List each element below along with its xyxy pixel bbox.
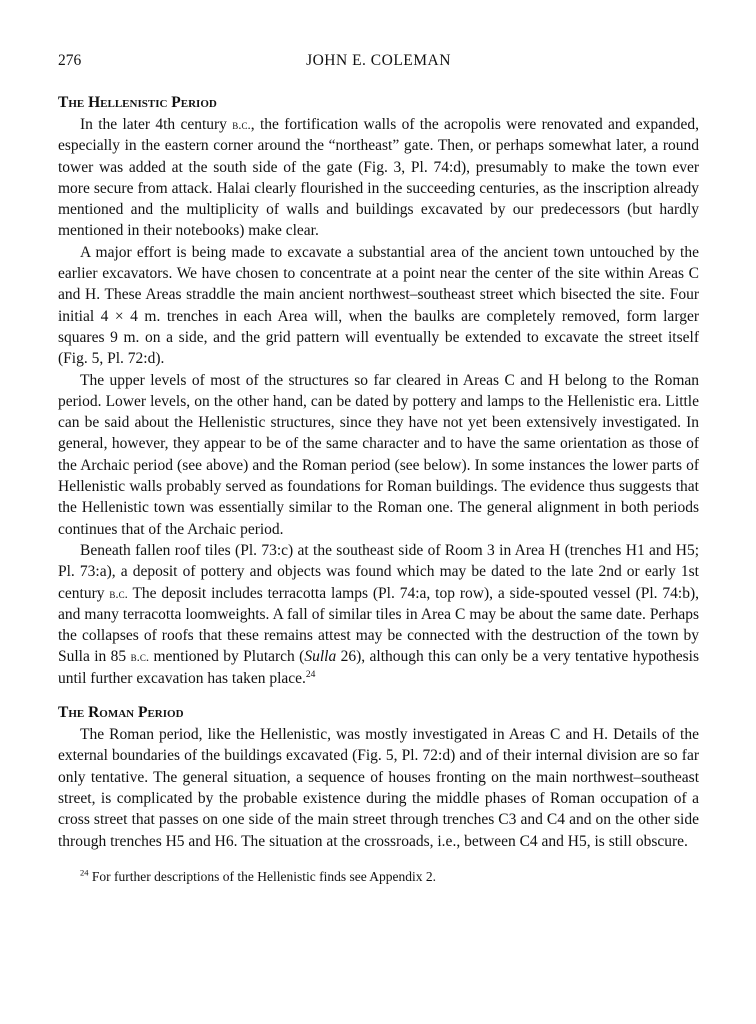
paragraph: In the later 4th century b.c., the fortification walls of the acropolis were renovated and expanded, especially in the eastern corner around the “northeast” gate. Then, or perhaps somewhat later, a round tower was added at the south side of the gate (Fig. 3, Pl. 74:d), presumably to make the town ever more secure from attack. Halai clearly flourished in the succeeding centuries, as the inscription already mentioned and the multiplicity of walls and buildings excavated by our predecessors (but hardly mentioned in their notebooks) make clear. bbox=[58, 116, 699, 240]
paragraph: The Roman period, like the Hellenistic, was mostly investigated in Areas C and H. Details of the external boundaries of the buildings excavated (Fig. 5, Pl. 72:d) and of their internal division are so far only tentative. The general situation, a sequence of houses fronting on the main northwest–southeast street, is complicated by the probable existence during the middle phases of Roman occupation of a cross street that passes on one side of the main street through trenches C3 and C4 and on the other side through trenches H5 and H6. The situation at the crossroads, i.e., between C4 and H5, is still obscure. bbox=[58, 726, 699, 850]
section-heading-roman: The Roman Period bbox=[58, 704, 184, 722]
footnote-marker: 24 bbox=[80, 867, 89, 878]
footnote: $^{24}$ For further descriptions of the Hellenistic finds see Appendix 2. bbox=[80, 867, 437, 884]
page-number: 276 bbox=[58, 52, 82, 69]
section-heading-hellenistic: The Hellenistic Period bbox=[58, 94, 217, 111]
paragraph: A major effort is being made to excavate a substantial area of the ancient town untouched by the earlier excavators. We have chosen to concentrate at a point near the center of the site within Areas C and H. These Areas straddle the main ancient northwest–southeast street which bisected the site. Four initial 4 × 4 m. trenches in each Area will, when the baulks are completely removed, form larger squares 9 m. on a side, and the grid pattern will eventually be extended to excavate the street itself (Fig. 5, Pl. 72:d). bbox=[58, 243, 699, 368]
running-title: JOHN E. COLEMAN bbox=[306, 52, 451, 69]
footnote-reference[interactable]: 24 bbox=[305, 669, 316, 680]
page bbox=[58, 52, 699, 899]
running-head bbox=[58, 52, 699, 74]
paragraph: Beneath fallen roof tiles (Pl. 73:c) at the southeast side of Room 3 in Area H (trenches H1 and H5; Pl. 73:a), a deposit of pottery and objects was found which may be dated to the late 2nd or early 1st century b.c. The deposit includes terracotta lamps (Pl. 74:a, top row), a side-spouted vessel (Pl. 74:b), and many terracotta loomweights. A fall of similar tiles in Area C may be about the same date. Perhaps the collapses of roofs that these remains attest may be connected with the destruction of the town by Sulla in 85 b.c. mentioned by Plutarch (Sulla 26), although this can only be a very tentative hypothesis until further excavation has taken place.$^{24}$ bbox=[58, 541, 700, 687]
paragraph: The upper levels of most of the structures so far cleared in Areas C and H belong to the Roman period. Lower levels, on the other hand, can be dated by pottery and lamps to the Hellenistic era. Little can be said about the Hellenistic structures, since they have not yet been extensively investigated. In general, however, they appear to be of the same character and to have the same orientation as those of the Archaic period (see above) and the Roman period (see below). In some instances the lower parts of Hellenistic walls probably served as foundations for Roman buildings. The evidence thus suggests that the Hellenistic town was essentially similar to the Roman one. The general alignment in both periods continues that of the Archaic period. bbox=[58, 371, 699, 538]
